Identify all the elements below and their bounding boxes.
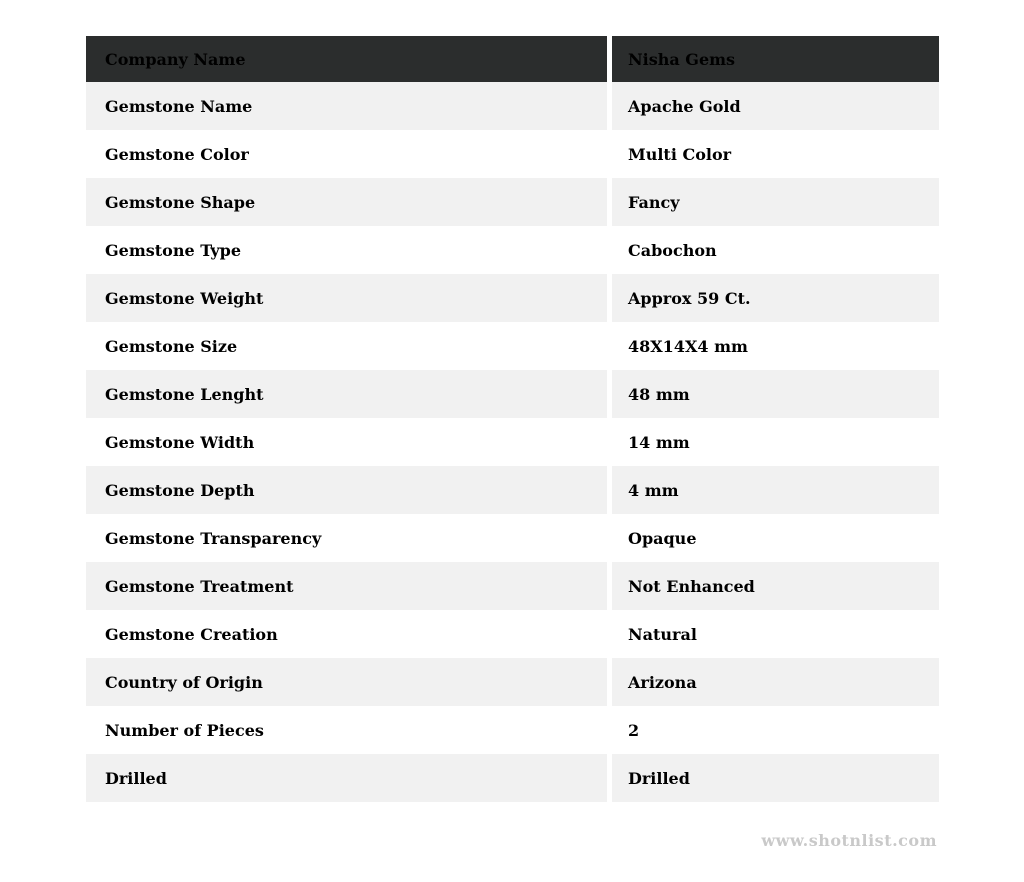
table-body bbox=[86, 82, 939, 802]
spec-label: Country of Origin bbox=[86, 658, 612, 706]
spec-value: Multi Color bbox=[628, 144, 732, 164]
table-row bbox=[86, 418, 939, 466]
spec-label: Gemstone Color bbox=[86, 130, 612, 178]
spec-value: 14 mm bbox=[628, 432, 690, 452]
spec-label: Gemstone Name bbox=[86, 82, 612, 130]
table-row bbox=[86, 610, 939, 658]
spec-value: Natural bbox=[628, 624, 697, 644]
table-row bbox=[86, 82, 939, 130]
gemstone-spec-table bbox=[86, 36, 939, 802]
table-row bbox=[86, 370, 939, 418]
spec-label: Drilled bbox=[86, 754, 612, 802]
table-row bbox=[86, 178, 939, 226]
spec-label: Gemstone Size bbox=[86, 322, 612, 370]
spec-label: Gemstone Width bbox=[86, 418, 612, 466]
spec-value: 2 bbox=[628, 720, 640, 740]
spec-label: Gemstone Treatment bbox=[86, 562, 612, 610]
spec-value: Arizona bbox=[628, 672, 697, 692]
spec-value: Cabochon bbox=[628, 240, 717, 260]
spec-label: Number of Pieces bbox=[86, 706, 612, 754]
table-header-row bbox=[86, 36, 939, 82]
spec-value: Opaque bbox=[628, 528, 697, 548]
spec-label: Gemstone Type bbox=[86, 226, 612, 274]
table-row bbox=[86, 130, 939, 178]
spec-label: Gemstone Creation bbox=[86, 610, 612, 658]
watermark-website: www.shotnlist.com bbox=[761, 831, 937, 850]
spec-value: 48X14X4 mm bbox=[628, 336, 748, 356]
spec-value: Drilled bbox=[628, 768, 690, 788]
spec-label: Gemstone Depth bbox=[86, 466, 612, 514]
spec-label: Gemstone Transparency bbox=[86, 514, 612, 562]
table-row bbox=[86, 562, 939, 610]
spec-value: 4 mm bbox=[628, 480, 679, 500]
spec-label: Gemstone Shape bbox=[86, 178, 612, 226]
table-row bbox=[86, 226, 939, 274]
spec-value: Approx 59 Ct. bbox=[628, 288, 751, 308]
table-row bbox=[86, 274, 939, 322]
header-label: Company Name bbox=[86, 36, 612, 82]
table-row bbox=[86, 754, 939, 802]
spec-value: Fancy bbox=[628, 192, 680, 212]
table-row bbox=[86, 706, 939, 754]
spec-value: Apache Gold bbox=[628, 96, 741, 116]
spec-value: Not Enhanced bbox=[628, 576, 755, 596]
header-value: Nisha Gems bbox=[628, 49, 736, 69]
table-row bbox=[86, 514, 939, 562]
table-row bbox=[86, 466, 939, 514]
spec-label: Gemstone Lenght bbox=[86, 370, 612, 418]
spec-value: 48 mm bbox=[628, 384, 690, 404]
spec-label: Gemstone Weight bbox=[86, 274, 612, 322]
table-row bbox=[86, 322, 939, 370]
table-row bbox=[86, 658, 939, 706]
